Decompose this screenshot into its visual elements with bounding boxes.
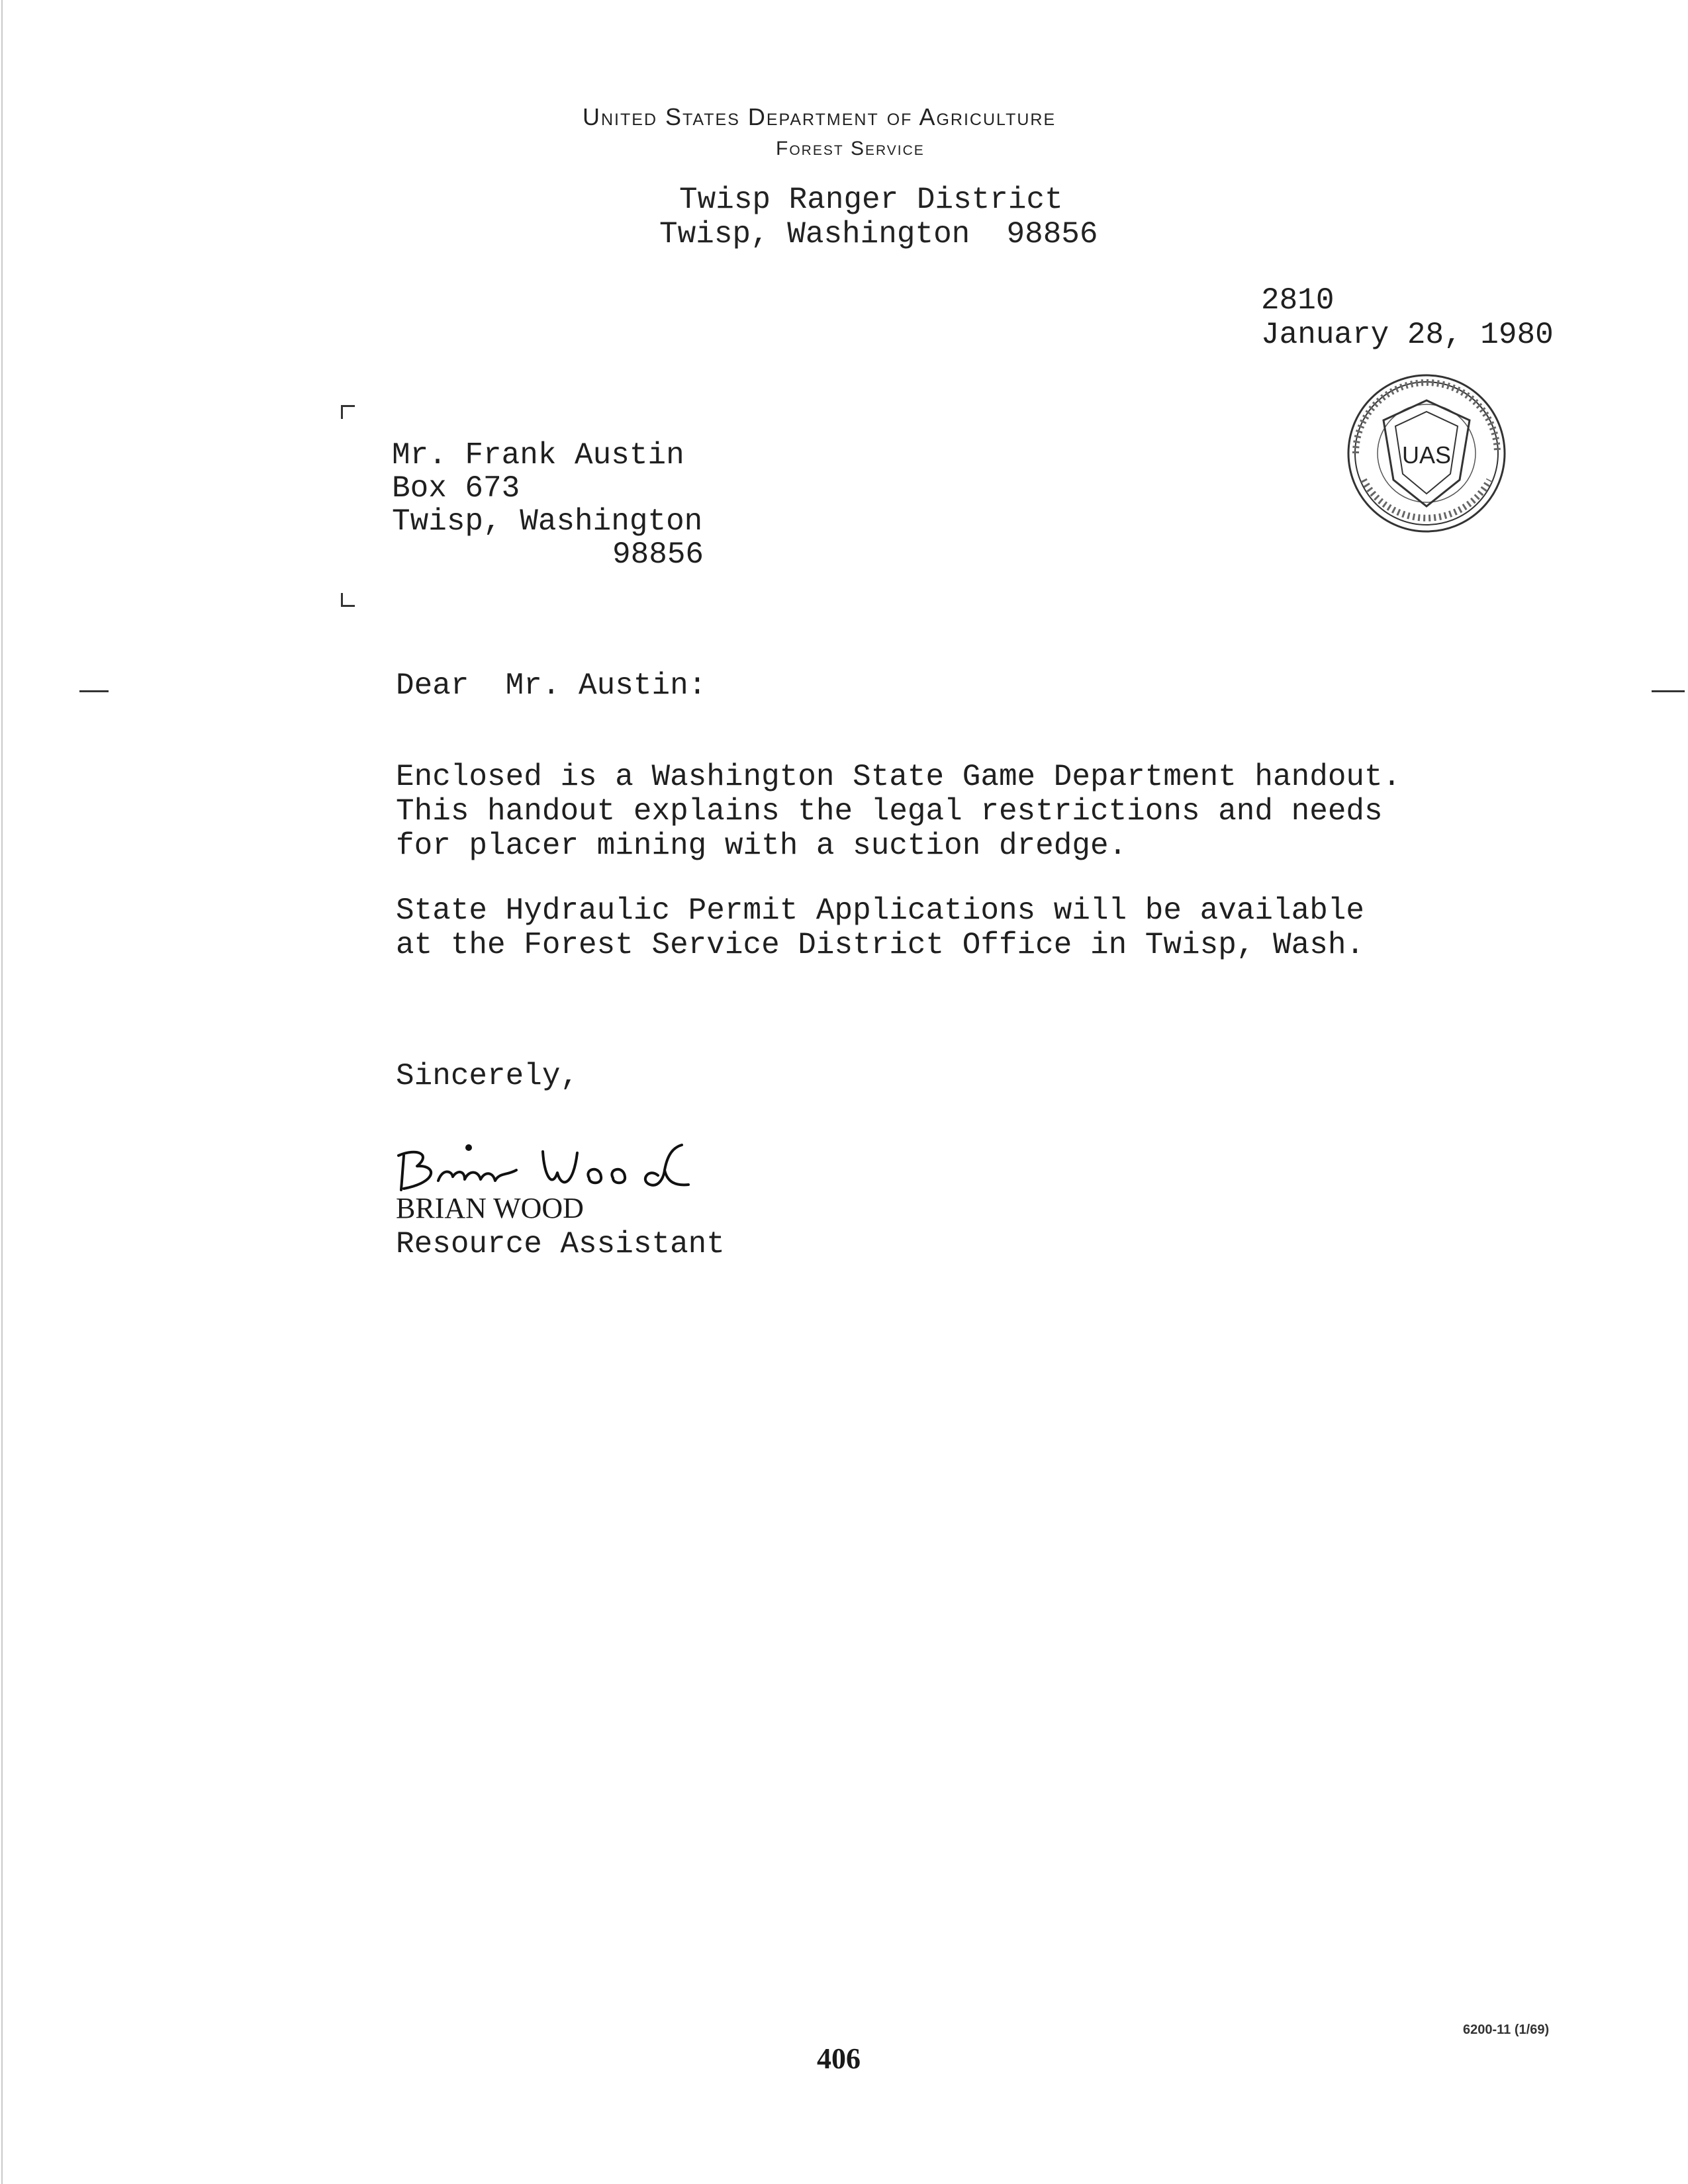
- file-code: 2810: [1261, 283, 1335, 318]
- recipient-zip: 98856: [612, 537, 704, 572]
- recipient-box: Box 673: [392, 471, 520, 506]
- signer-title: Resource Assistant: [396, 1227, 725, 1261]
- recipient-name: Mr. Frank Austin: [392, 438, 684, 473]
- fold-mark-right: [1652, 690, 1685, 692]
- recipient-city: Twisp, Washington: [392, 504, 703, 539]
- closing: Sincerely,: [396, 1059, 579, 1093]
- signer-name: BRIAN WOOD: [396, 1192, 584, 1224]
- page-edge-line: [1, 0, 3, 2184]
- address-window-corner-top: [341, 405, 355, 419]
- agency-name: United States Department of Agriculture: [583, 103, 1056, 130]
- page-number: 406: [817, 2042, 861, 2075]
- body-paragraph-1: Enclosed is a Washington State Game Department handout. This handout explains the legal restrictions and needs for placer mining with a suction dredge.: [396, 760, 1401, 863]
- address-window-corner-bottom: [341, 593, 355, 607]
- fold-mark-left: [79, 690, 109, 692]
- forest-service-seal-icon: [1344, 371, 1509, 536]
- form-number: 6200-11 (1/69): [1463, 2023, 1550, 2037]
- salutation: Dear Mr. Austin:: [396, 668, 707, 703]
- district-address: Twisp, Washington 98856: [659, 217, 1098, 251]
- seal-lettering: UAS: [1401, 441, 1452, 469]
- agency-subname: Forest Service: [776, 138, 925, 159]
- district-name: Twisp Ranger District: [679, 183, 1063, 217]
- body-paragraph-2: State Hydraulic Permit Applications will be available at the Forest Service District Office in Twisp, Wash.: [396, 893, 1365, 962]
- letter-date: January 28, 1980: [1261, 318, 1554, 352]
